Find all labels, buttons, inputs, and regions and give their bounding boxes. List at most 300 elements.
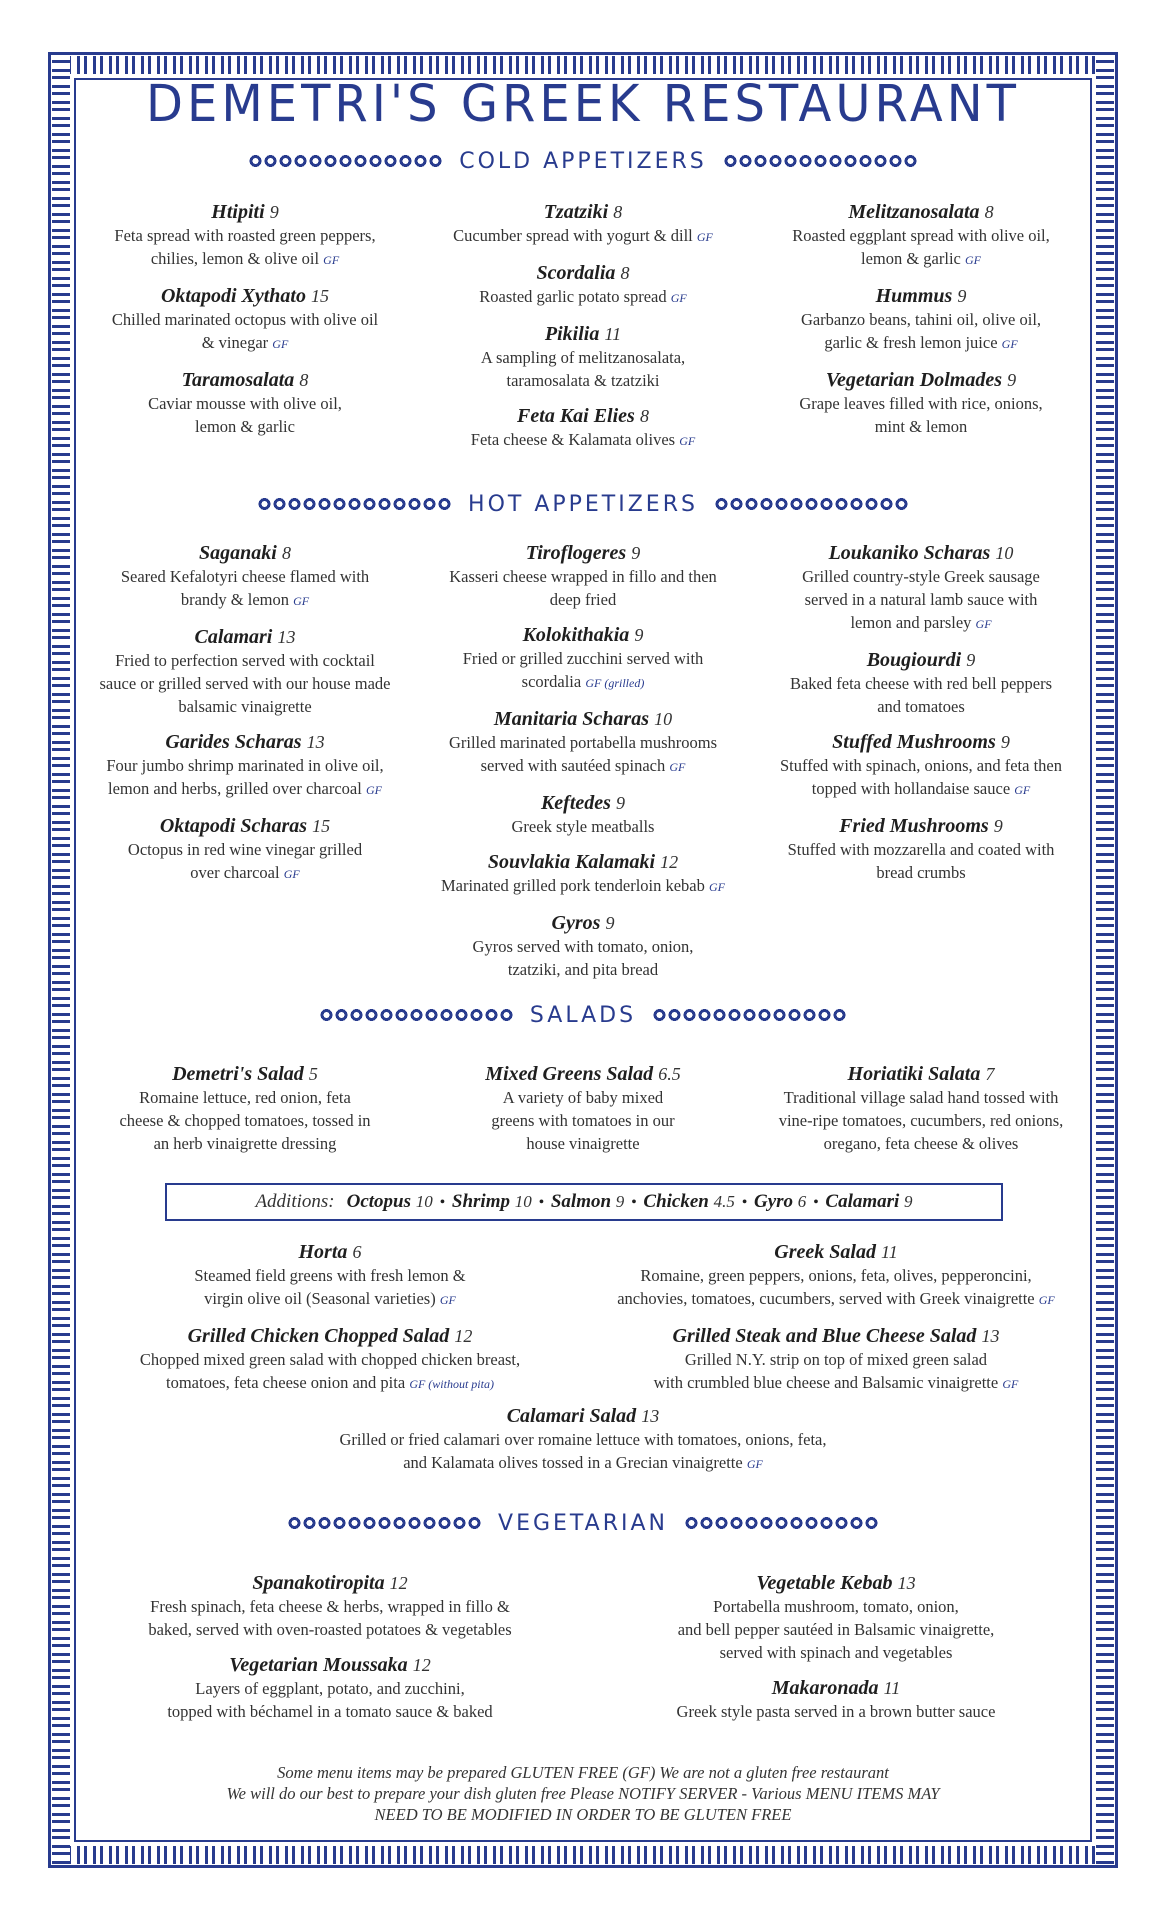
description-line bbox=[80, 1677, 580, 1700]
description-line bbox=[586, 1641, 1086, 1664]
menu-item-description bbox=[756, 308, 1086, 356]
menu-item bbox=[80, 1324, 580, 1396]
menu-item-heading bbox=[80, 284, 410, 308]
menu-item-heading bbox=[756, 1062, 1086, 1086]
description-line bbox=[586, 1371, 1086, 1396]
hot-col-2 bbox=[418, 541, 748, 993]
description-text: and Kalamata olives tossed in a Grecian vinaigrette bbox=[403, 1453, 743, 1472]
menu-item-name: Saganaki bbox=[199, 542, 277, 564]
menu-item-description bbox=[80, 1677, 580, 1723]
gluten-free-badge: GF bbox=[965, 253, 981, 267]
description-line bbox=[418, 670, 748, 695]
menu-item-name: Htipiti bbox=[211, 201, 265, 223]
description-text: Marinated grilled pork tenderloin kebab bbox=[440, 876, 705, 895]
description-line bbox=[80, 1371, 580, 1396]
menu-item bbox=[80, 368, 410, 438]
wave-ornament-icon bbox=[319, 1008, 514, 1022]
description-text: and bell pepper sautéed in Balsamic vinaigrette, bbox=[677, 1620, 995, 1639]
menu-item bbox=[80, 1240, 580, 1312]
hot-col-3 bbox=[756, 541, 1086, 896]
menu-item-price: 11 bbox=[883, 1678, 901, 1698]
menu-item-heading bbox=[586, 1571, 1086, 1595]
menu-item-heading bbox=[418, 707, 748, 731]
description-text: cheese & chopped tomatoes, tossed in bbox=[119, 1111, 371, 1130]
description-text: served with sautéed spinach bbox=[480, 756, 666, 775]
gluten-free-badge: GF bbox=[670, 291, 687, 305]
menu-item-price: 9 bbox=[616, 793, 626, 813]
gluten-free-badge: GF bbox=[709, 880, 726, 894]
menu-item-description bbox=[418, 285, 748, 310]
addition-price: 9 bbox=[904, 1192, 913, 1211]
description-text: Fried or grilled zucchini served with bbox=[462, 649, 704, 668]
description-text: Cucumber spread with yogurt & dill bbox=[453, 226, 693, 245]
menu-item-description bbox=[756, 754, 1086, 802]
menu-item-description bbox=[418, 935, 748, 981]
menu-item-name: Calamari bbox=[194, 626, 273, 648]
addition-name: Gyro bbox=[753, 1191, 794, 1212]
menu-item-description bbox=[80, 754, 410, 802]
description-text: Gyros served with tomato, onion, bbox=[472, 937, 694, 956]
description-text: Greek style pasta served in a brown butter sauce bbox=[676, 1702, 996, 1721]
menu-item-price: 12 bbox=[389, 1573, 408, 1593]
footer-line: Some menu items may be prepared GLUTEN FREE (GF) We are not a gluten free restaurant bbox=[277, 1763, 889, 1782]
menu-item-price: 9 bbox=[631, 543, 641, 563]
description-line bbox=[418, 935, 748, 958]
salads-col-2 bbox=[418, 1062, 748, 1167]
gluten-free-badge: GF bbox=[679, 434, 696, 448]
menu-item-heading bbox=[418, 541, 748, 565]
menu-item bbox=[418, 911, 748, 981]
description-text: with crumbled blue cheese and Balsamic vinaigrette bbox=[653, 1373, 999, 1392]
description-text: vine-ripe tomatoes, cucumbers, red onions, bbox=[778, 1111, 1064, 1130]
menu-item-heading bbox=[756, 368, 1086, 392]
description-text: Romaine, green peppers, onions, feta, olives, pepperoncini, bbox=[640, 1266, 1032, 1285]
description-line bbox=[80, 1264, 580, 1287]
menu-item-price: 9 bbox=[966, 650, 976, 670]
description-line bbox=[418, 754, 748, 779]
bullet-separator: • bbox=[631, 1194, 637, 1211]
menu-item bbox=[756, 814, 1086, 884]
description-line bbox=[80, 308, 410, 331]
description-line bbox=[80, 1086, 410, 1109]
menu-item-description bbox=[418, 647, 748, 695]
wave-ornament-icon bbox=[723, 154, 918, 168]
menu-item-description bbox=[418, 874, 748, 899]
menu-item-name: Demetri's Salad bbox=[172, 1063, 304, 1085]
description-line bbox=[586, 1264, 1086, 1287]
menu-item-name: Spanakotiropita bbox=[252, 1572, 385, 1594]
menu-item-heading bbox=[418, 404, 748, 428]
additions-box bbox=[165, 1183, 1003, 1221]
menu-item bbox=[756, 1062, 1086, 1155]
menu-item-name: Bougiourdi bbox=[866, 649, 962, 671]
menu-item-name: Souvlakia Kalamaki bbox=[487, 851, 656, 873]
menu-item-price: 12 bbox=[454, 1326, 473, 1346]
description-line bbox=[756, 588, 1086, 611]
gluten-free-badge: GF (grilled) bbox=[585, 676, 645, 690]
menu-item-description bbox=[80, 1264, 580, 1312]
addition-name: Salmon bbox=[550, 1191, 612, 1212]
vegetarian-right bbox=[586, 1571, 1086, 1735]
description-line bbox=[80, 224, 410, 247]
description-line bbox=[756, 565, 1086, 588]
menu-item bbox=[80, 541, 410, 613]
description-text: Portabella mushroom, tomato, onion, bbox=[713, 1597, 959, 1616]
description-line bbox=[418, 1132, 748, 1155]
description-line bbox=[418, 224, 748, 249]
description-text: over charcoal bbox=[190, 863, 280, 882]
salads-col-1 bbox=[80, 1062, 410, 1167]
menu-item-description bbox=[80, 649, 410, 718]
menu-item-heading bbox=[80, 1571, 580, 1595]
section-header-cold bbox=[0, 146, 1166, 176]
description-text: Grilled marinated portabella mushrooms bbox=[448, 733, 718, 752]
section-header-vegetarian bbox=[0, 1508, 1166, 1538]
menu-item-heading bbox=[756, 284, 1086, 308]
menu-item-name: Taramosalata bbox=[181, 369, 295, 391]
description-text: Fresh spinach, feta cheese & herbs, wrapped in fillo & bbox=[150, 1597, 510, 1616]
description-text: and tomatoes bbox=[877, 697, 965, 716]
menu-item-description bbox=[418, 428, 748, 453]
description-line bbox=[418, 346, 748, 369]
salads-center bbox=[233, 1404, 933, 1488]
menu-item-heading bbox=[80, 730, 410, 754]
menu-item-name: Stuffed Mushrooms bbox=[832, 731, 996, 753]
section-title-salads: SALADS bbox=[529, 1002, 637, 1028]
description-line bbox=[418, 815, 748, 838]
description-line bbox=[80, 695, 410, 718]
description-line bbox=[80, 861, 410, 886]
description-text: Stuffed with mozzarella and coated with bbox=[787, 840, 1055, 859]
menu-item bbox=[756, 284, 1086, 356]
menu-item bbox=[418, 200, 748, 249]
description-text: lemon & garlic bbox=[860, 249, 961, 268]
description-line bbox=[756, 1132, 1086, 1155]
menu-item-price: 11 bbox=[604, 324, 622, 344]
wave-ornament-icon bbox=[714, 497, 909, 511]
description-text: Grilled N.Y. strip on top of mixed green salad bbox=[684, 1350, 988, 1369]
description-text: taramosalata & tzatziki bbox=[506, 371, 660, 390]
description-text: Romaine lettuce, red onion, feta bbox=[139, 1088, 351, 1107]
menu-item-name: Melitzanosalata bbox=[848, 201, 980, 223]
menu-item-price: 11 bbox=[881, 1242, 898, 1262]
description-text: virgin olive oil (Seasonal varieties) bbox=[204, 1289, 436, 1308]
gluten-free-badge: GF bbox=[1002, 1377, 1019, 1391]
additions-list bbox=[347, 1191, 913, 1213]
description-line bbox=[756, 392, 1086, 415]
menu-item-description bbox=[586, 1264, 1086, 1312]
description-text: Fried to perfection served with cocktail bbox=[115, 651, 375, 670]
addition-price: 6 bbox=[797, 1192, 807, 1211]
addition-price: 4.5 bbox=[713, 1192, 735, 1211]
gluten-free-notice bbox=[0, 1762, 1166, 1825]
greek-key-border-right bbox=[1096, 56, 1114, 1864]
menu-item-description bbox=[418, 565, 748, 611]
bullet-separator: • bbox=[439, 1194, 446, 1211]
menu-item-price: 13 bbox=[306, 732, 325, 752]
section-title-cold: COLD APPETIZERS bbox=[459, 148, 707, 174]
menu-item-heading bbox=[586, 1324, 1086, 1348]
description-line bbox=[756, 224, 1086, 247]
description-line bbox=[756, 415, 1086, 438]
salads-col-3 bbox=[756, 1062, 1086, 1167]
description-line bbox=[80, 754, 410, 777]
menu-item-description bbox=[80, 224, 410, 272]
menu-item-description bbox=[80, 565, 410, 613]
menu-item-heading bbox=[418, 623, 748, 647]
menu-item-name: Oktapodi Scharas bbox=[159, 815, 308, 837]
description-line bbox=[418, 958, 748, 981]
menu-item-heading bbox=[756, 814, 1086, 838]
description-text: Steamed field greens with fresh lemon & bbox=[194, 1266, 466, 1285]
description-text: served in a natural lamb sauce with bbox=[804, 590, 1038, 609]
description-text: Chopped mixed green salad with chopped chicken breast, bbox=[139, 1350, 521, 1369]
menu-item-description bbox=[756, 672, 1086, 718]
menu-item-name: Tzatziki bbox=[543, 201, 609, 223]
menu-item bbox=[80, 1653, 580, 1723]
description-line bbox=[80, 415, 410, 438]
menu-item-price: 8 bbox=[984, 202, 994, 222]
menu-item bbox=[756, 541, 1086, 636]
menu-item-heading bbox=[418, 322, 748, 346]
menu-item bbox=[418, 707, 748, 779]
menu-item-price: 8 bbox=[281, 543, 291, 563]
addition-name: Chicken bbox=[643, 1191, 709, 1212]
description-line bbox=[756, 331, 1086, 356]
section-header-hot bbox=[0, 489, 1166, 519]
description-line bbox=[418, 369, 748, 392]
menu-item-price: 12 bbox=[412, 1655, 431, 1675]
description-line bbox=[418, 565, 748, 588]
description-line bbox=[756, 861, 1086, 884]
menu-item-name: Keftedes bbox=[540, 792, 611, 814]
menu-item-description bbox=[233, 1428, 933, 1476]
description-line bbox=[80, 1700, 580, 1723]
menu-item-price: 8 bbox=[613, 202, 623, 222]
menu-item bbox=[418, 791, 748, 838]
description-text: lemon & garlic bbox=[195, 417, 295, 436]
menu-item-name: Horta bbox=[298, 1241, 348, 1263]
menu-item-heading bbox=[80, 814, 410, 838]
menu-item bbox=[586, 1676, 1086, 1723]
menu-item-price: 13 bbox=[277, 627, 296, 647]
description-text: Feta cheese & Kalamata olives bbox=[470, 430, 676, 449]
addition-price: 10 bbox=[514, 1192, 532, 1211]
description-line bbox=[756, 672, 1086, 695]
menu-item-name: Manitaria Scharas bbox=[493, 708, 649, 730]
description-text: mint & lemon bbox=[874, 417, 968, 436]
description-text: served with spinach and vegetables bbox=[719, 1643, 953, 1662]
description-line bbox=[80, 565, 410, 588]
menu-item bbox=[418, 404, 748, 453]
description-line bbox=[418, 731, 748, 754]
menu-item-price: 6 bbox=[352, 1242, 362, 1262]
menu-item-heading bbox=[233, 1404, 933, 1428]
menu-item-name: Loukaniko Scharas bbox=[828, 542, 991, 564]
menu-item-heading bbox=[80, 1653, 580, 1677]
salads-right bbox=[586, 1240, 1086, 1408]
menu-item-description bbox=[80, 308, 410, 356]
description-text: topped with béchamel in a tomato sauce & baked bbox=[167, 1702, 493, 1721]
menu-item-price: 13 bbox=[641, 1406, 660, 1426]
description-line bbox=[418, 588, 748, 611]
description-line bbox=[80, 1287, 580, 1312]
menu-item bbox=[418, 1062, 748, 1155]
menu-item-description bbox=[418, 224, 748, 249]
gluten-free-badge: GF bbox=[669, 760, 686, 774]
menu-item-price: 8 bbox=[639, 406, 649, 426]
description-line bbox=[418, 647, 748, 670]
gluten-free-badge: GF bbox=[323, 253, 340, 267]
menu-item-price: 6.5 bbox=[658, 1064, 681, 1084]
menu-item bbox=[80, 200, 410, 272]
description-line bbox=[80, 247, 410, 272]
addition-name: Shrimp bbox=[451, 1191, 510, 1212]
footer-line: We will do our best to prepare your dish gluten free Please NOTIFY SERVER - Various MENU ITEMS MAY bbox=[226, 1784, 940, 1803]
menu-item-description bbox=[80, 1086, 410, 1155]
description-text: Baked feta cheese with red bell peppers bbox=[789, 674, 1053, 693]
description-text: lemon and parsley bbox=[850, 613, 972, 632]
menu-item-heading bbox=[586, 1240, 1086, 1264]
wave-ornament-icon bbox=[684, 1516, 879, 1530]
menu-item-heading bbox=[756, 200, 1086, 224]
menu-item-description bbox=[418, 815, 748, 838]
menu-item bbox=[418, 850, 748, 899]
menu-item bbox=[80, 284, 410, 356]
description-line bbox=[586, 1618, 1086, 1641]
description-line bbox=[418, 1109, 748, 1132]
cold-col-2 bbox=[418, 200, 748, 465]
gluten-free-badge: GF bbox=[975, 617, 992, 631]
greek-key-border-bottom bbox=[52, 1846, 1114, 1864]
bullet-separator: • bbox=[741, 1194, 748, 1211]
description-line bbox=[80, 331, 410, 356]
menu-item-price: 15 bbox=[311, 286, 330, 306]
description-text: Feta spread with roasted green peppers, bbox=[114, 226, 376, 245]
description-text: scordalia bbox=[521, 672, 582, 691]
hot-col-1 bbox=[80, 541, 410, 898]
menu-item bbox=[80, 1062, 410, 1155]
menu-item-price: 8 bbox=[299, 370, 309, 390]
menu-item-heading bbox=[80, 1062, 410, 1086]
description-line bbox=[756, 1086, 1086, 1109]
wave-ornament-icon bbox=[257, 497, 452, 511]
description-text: Grape leaves filled with rice, onions, bbox=[799, 394, 1043, 413]
gluten-free-badge: GF bbox=[1014, 783, 1031, 797]
gluten-free-badge: GF bbox=[746, 1457, 763, 1471]
description-line bbox=[756, 695, 1086, 718]
description-text: Caviar mousse with olive oil, bbox=[148, 394, 342, 413]
menu-item bbox=[586, 1240, 1086, 1312]
menu-item-price: 9 bbox=[957, 286, 967, 306]
menu-item-price: 10 bbox=[995, 543, 1014, 563]
description-line bbox=[80, 392, 410, 415]
description-text: lemon and herbs, grilled over charcoal bbox=[108, 779, 362, 798]
wave-ornament-icon bbox=[287, 1516, 482, 1530]
menu-item bbox=[418, 322, 748, 392]
description-text: Garbanzo beans, tahini oil, olive oil, bbox=[800, 310, 1042, 329]
menu-item bbox=[80, 1571, 580, 1641]
menu-item-name: Calamari Salad bbox=[506, 1405, 637, 1427]
section-title-hot: HOT APPETIZERS bbox=[468, 491, 698, 517]
description-text: tomatoes, feta cheese onion and pita bbox=[166, 1373, 406, 1392]
description-line bbox=[80, 1595, 580, 1618]
menu-item-name: Hummus bbox=[875, 285, 953, 307]
menu-item-name: Vegetarian Moussaka bbox=[229, 1654, 408, 1676]
menu-item-name: Fried Mushrooms bbox=[839, 815, 989, 837]
description-text: Traditional village salad hand tossed with bbox=[783, 1088, 1059, 1107]
description-line bbox=[756, 247, 1086, 272]
addition-name: Calamari bbox=[825, 1191, 900, 1212]
description-line bbox=[233, 1428, 933, 1451]
menu-item-name: Grilled Chicken Chopped Salad bbox=[187, 1325, 450, 1347]
menu-item bbox=[756, 200, 1086, 272]
menu-item-price: 5 bbox=[308, 1064, 318, 1084]
description-line bbox=[586, 1287, 1086, 1312]
menu-item-name: Vegetarian Dolmades bbox=[825, 369, 1003, 391]
footer-line: NEED TO BE MODIFIED IN ORDER TO BE GLUTEN FREE bbox=[374, 1805, 792, 1824]
menu-item-heading bbox=[80, 541, 410, 565]
menu-item-price: 9 bbox=[605, 913, 615, 933]
description-text: tzatziki, and pita bread bbox=[507, 960, 659, 979]
menu-item-description bbox=[756, 1086, 1086, 1155]
gluten-free-badge: GF bbox=[1001, 337, 1018, 351]
menu-item bbox=[756, 648, 1086, 718]
description-line bbox=[80, 1618, 580, 1641]
gluten-free-badge: GF bbox=[293, 594, 310, 608]
description-text: Grilled country-style Greek sausage bbox=[802, 567, 1040, 586]
menu-item-description bbox=[586, 1595, 1086, 1664]
menu-item bbox=[586, 1571, 1086, 1664]
description-line bbox=[756, 754, 1086, 777]
menu-item-description bbox=[418, 1086, 748, 1155]
description-line bbox=[80, 672, 410, 695]
greek-key-border-top bbox=[52, 56, 1114, 74]
addition-price: 9 bbox=[615, 1192, 625, 1211]
menu-item-price: 7 bbox=[985, 1064, 995, 1084]
description-text: balsamic vinaigrette bbox=[178, 697, 312, 716]
menu-item-name: Pikilia bbox=[544, 323, 600, 345]
menu-item-heading bbox=[756, 541, 1086, 565]
cold-col-3 bbox=[756, 200, 1086, 450]
menu-item-name: Tiroflogeres bbox=[525, 542, 627, 564]
menu-item-price: 9 bbox=[634, 625, 644, 645]
description-line bbox=[756, 308, 1086, 331]
menu-item bbox=[418, 541, 748, 611]
menu-item-price: 9 bbox=[269, 202, 279, 222]
description-text: Stuffed with spinach, onions, and feta then bbox=[780, 756, 1062, 775]
menu-item bbox=[80, 625, 410, 718]
menu-item-price: 9 bbox=[1007, 370, 1017, 390]
menu-item-name: Vegetable Kebab bbox=[756, 1572, 893, 1594]
menu-item-description bbox=[418, 731, 748, 779]
menu-item-heading bbox=[418, 1062, 748, 1086]
bullet-separator: • bbox=[813, 1194, 819, 1211]
description-text: an herb vinaigrette dressing bbox=[153, 1134, 337, 1153]
description-text: Octopus in red wine vinegar grilled bbox=[127, 840, 363, 859]
menu-item-price: 13 bbox=[897, 1573, 916, 1593]
wave-ornament-icon bbox=[248, 154, 443, 168]
description-text: Greek style meatballs bbox=[511, 817, 655, 836]
menu-item bbox=[80, 814, 410, 886]
menu-item-description bbox=[756, 565, 1086, 636]
menu-item-description bbox=[80, 1348, 580, 1396]
description-text: Roasted garlic potato spread bbox=[479, 287, 667, 306]
menu-item-heading bbox=[418, 200, 748, 224]
description-line bbox=[756, 777, 1086, 802]
description-line bbox=[756, 1109, 1086, 1132]
description-text: Four jumbo shrimp marinated in olive oil, bbox=[106, 756, 384, 775]
